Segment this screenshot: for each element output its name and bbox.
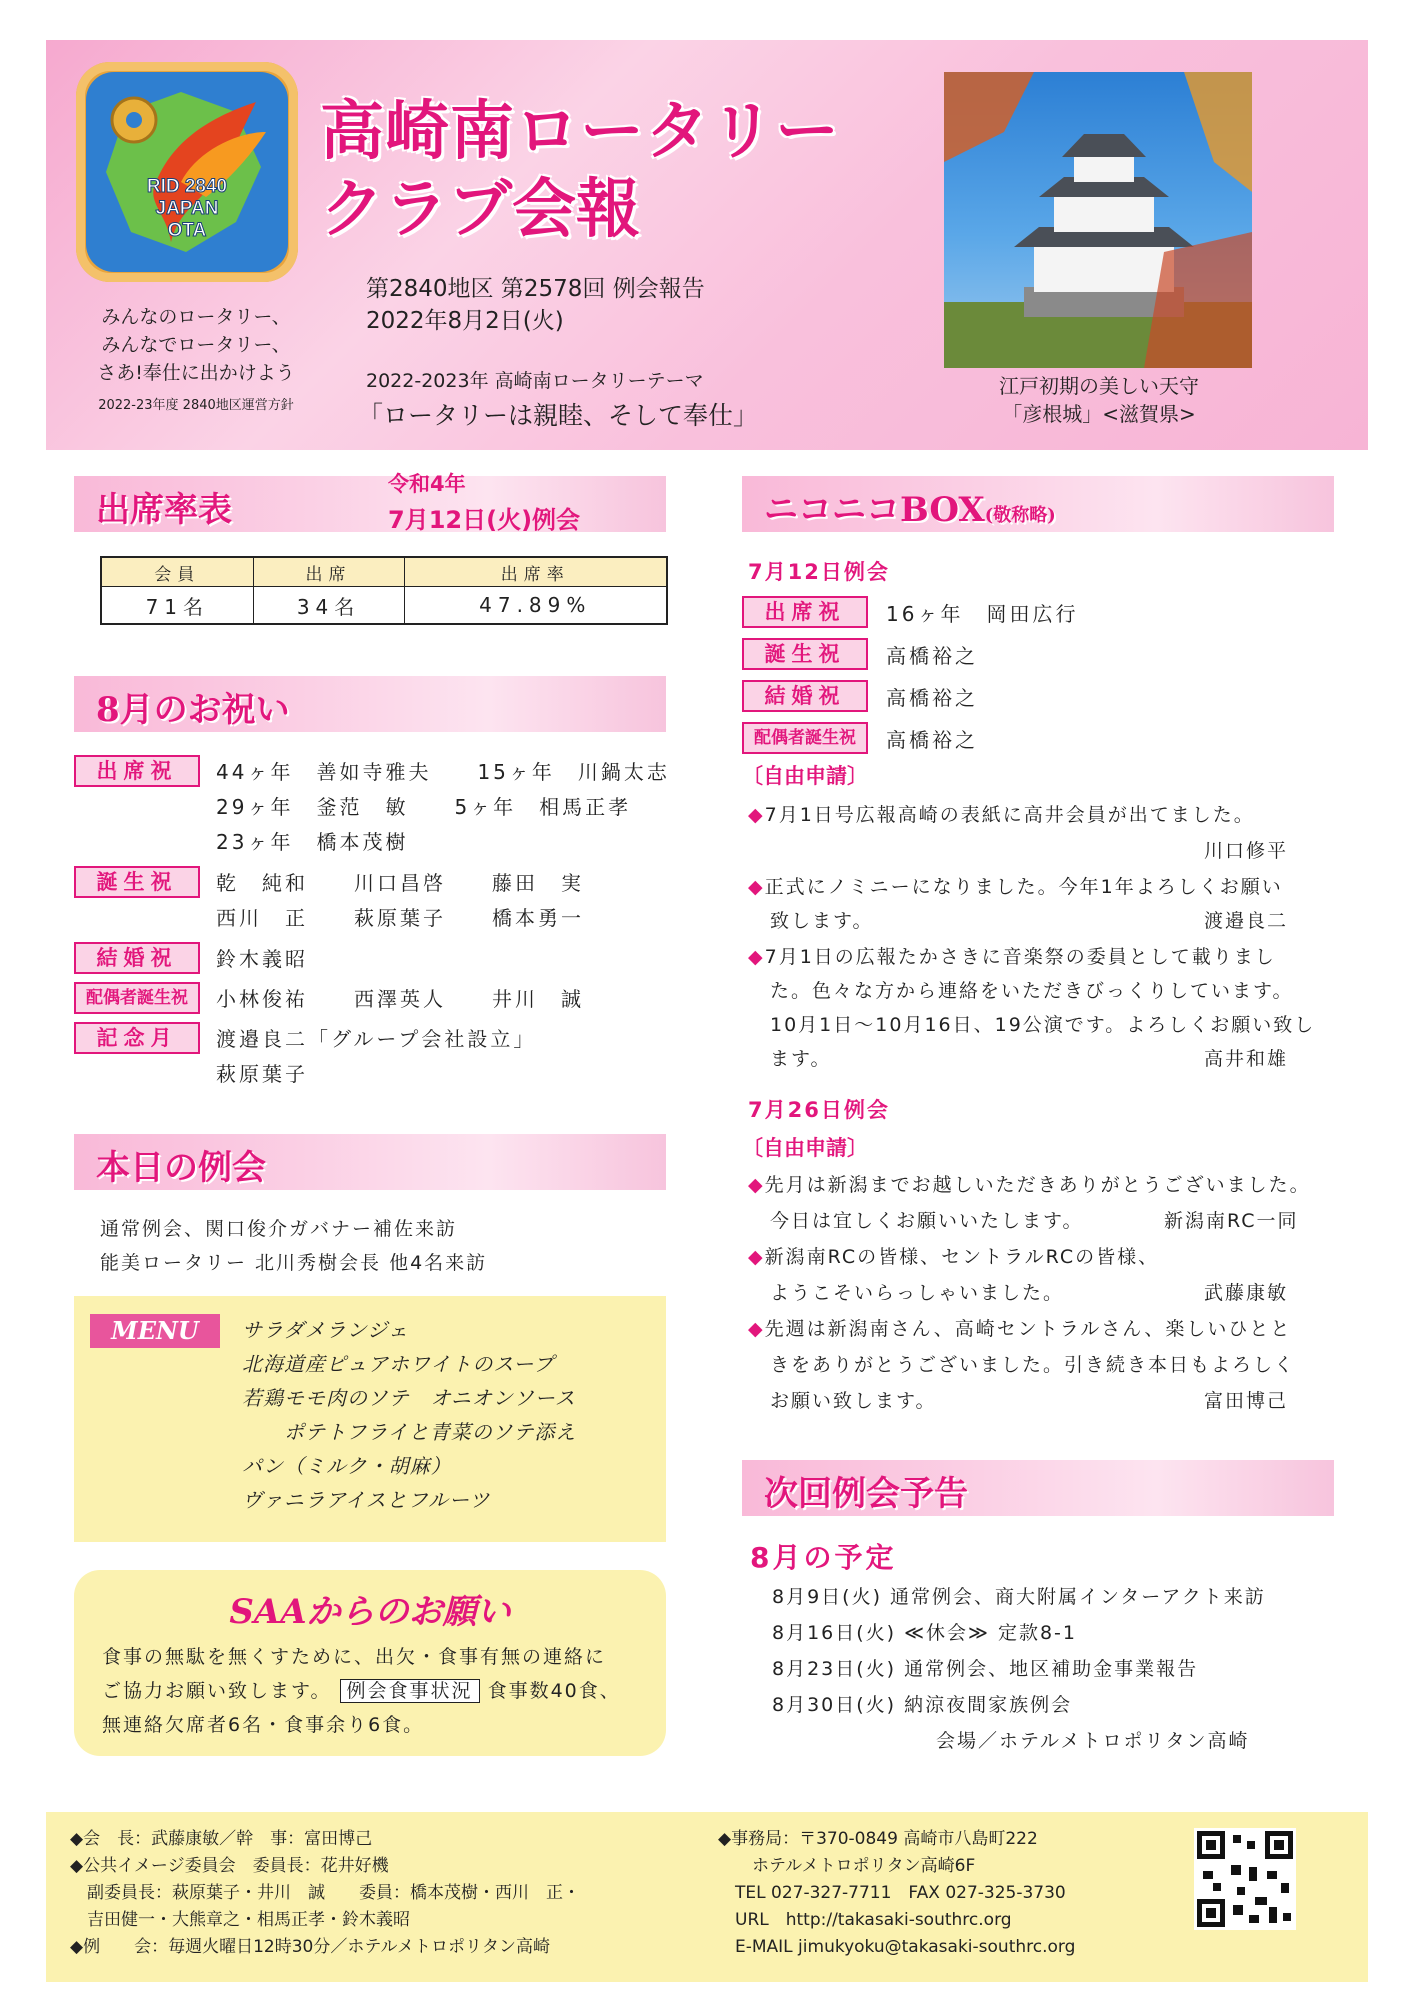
- meeting-0712-label: 7月12日例会: [748, 560, 890, 584]
- today-line-1: 通常例会、関口俊介ガバナー補佐来訪: [100, 1218, 458, 1240]
- today-section-header: [74, 1134, 666, 1190]
- august-schedule-title: 8月の予定: [750, 1541, 897, 1574]
- list-item: 29ヶ年 釜范 敏 5ヶ年 相馬正孝: [216, 795, 632, 819]
- list-item: 致します。: [770, 910, 874, 932]
- masthead: [46, 40, 1368, 450]
- club-logo: [76, 62, 298, 282]
- schedule-item: 8月23日(火) 通常例会、地区補助金事業報告: [772, 1658, 1199, 1680]
- table-row: [101, 587, 667, 625]
- footer-right-4: URL http://takasaki-southrc.org: [718, 1910, 1012, 1930]
- newsletter-title: 高崎南ロータリー: [320, 95, 840, 169]
- report-date: 2022年8月2日(火): [366, 308, 564, 334]
- theme-label: 2022-2023年 高崎南ロータリーテーマ: [366, 370, 704, 392]
- attendance-rate: 47.89%: [404, 587, 667, 625]
- attendance-title: 出席率表: [96, 490, 232, 530]
- menu-box: [74, 1296, 666, 1542]
- celebrations-title: 8月のお祝い: [96, 690, 290, 730]
- schedule-item: 8月9日(火) 通常例会、商大附属インターアクト来訪: [772, 1586, 1266, 1608]
- list-item: 西川 正 萩原葉子 橋本勇一: [216, 906, 584, 930]
- slogan-line-1: みんなのロータリー、: [101, 306, 291, 328]
- meal-status-box: 例会食事状況: [340, 1679, 480, 1703]
- list-item: ようこそいらっしゃいました。: [770, 1282, 1065, 1304]
- list-item: 16ヶ年 岡田広行: [886, 602, 1079, 626]
- slogan-note: 2022-23年度 2840地区運営方針: [98, 398, 294, 413]
- label-birthday: 誕生祝: [74, 866, 200, 898]
- list-item: ◆7月1日の広報たかさきに音楽祭の委員として載りまし: [748, 946, 1276, 968]
- header-members: 会員: [101, 557, 253, 587]
- phoenix-logo-icon: [86, 72, 288, 272]
- footer-right-5: E-MAIL jimukyoku@takasaki-southrc.org: [718, 1937, 1076, 1957]
- menu-item: 若鶏モモ肉のソテ オニオンソース: [242, 1386, 576, 1410]
- list-item-name: 富田博己: [1204, 1390, 1289, 1412]
- slogan-line-3: さあ!奉仕に出かけよう: [97, 362, 295, 384]
- list-item: 高橋裕之: [886, 644, 978, 668]
- list-item: 23ヶ年 橋本茂樹: [216, 830, 409, 854]
- list-item-name: 渡邉良二: [1204, 910, 1289, 932]
- next-meeting-title: 次回例会予告: [764, 1474, 968, 1514]
- photo-caption-2: 「彦根城」<滋賀県>: [1002, 402, 1196, 426]
- list-item: た。色々な方から連絡をいただきびっくりしています。: [770, 980, 1294, 1002]
- list-item: 44ヶ年 善如寺雅夫 15ヶ年 川鍋太志: [216, 760, 670, 784]
- nikoniko-label-birthday: 誕生祝: [742, 638, 868, 670]
- attendance-count: 34名: [253, 587, 404, 625]
- list-item: ます。: [770, 1048, 832, 1070]
- schedule-item: 8月16日(火) ≪休会≫ 定款8-1: [772, 1622, 1077, 1644]
- logo-text-2: JAPAN: [155, 198, 219, 219]
- label-wedding: 結婚祝: [74, 942, 200, 974]
- list-item: 高橋裕之: [886, 686, 978, 710]
- footer-left-1: ◆会 長：武藤康敏／幹 事：富田博己: [70, 1829, 373, 1849]
- menu-item: パン（ミルク・胡麻）: [242, 1454, 452, 1478]
- header-rate: 出席率: [404, 557, 667, 587]
- menu-item: 北海道産ピュアホワイトのスープ: [242, 1352, 555, 1376]
- menu-item: サラダメランジェ: [242, 1318, 409, 1342]
- logo-text-3: OTA: [167, 220, 207, 241]
- theme-text: 「ロータリーは親睦、そして奉仕」: [358, 401, 759, 430]
- today-title: 本日の例会: [96, 1148, 266, 1188]
- footer-right-3: TEL 027-327-7711 FAX 027-325-3730: [718, 1883, 1066, 1903]
- list-item-name: 川口修平: [1204, 840, 1289, 862]
- list-item: 10月1日〜10月16日、19公演です。よろしくお願い致し: [770, 1014, 1316, 1036]
- list-item: 乾 純和 川口昌啓 藤田 実: [216, 871, 584, 895]
- footer-right-2: ホテルメトロポリタン高崎6F: [718, 1856, 976, 1876]
- saa-line-2: ご協力お願い致します。 例会食事状況 食事数40食、: [102, 1680, 621, 1702]
- footer-left-5: ◆例 会：毎週火曜日12時30分／ホテルメトロポリタン高崎: [70, 1937, 550, 1957]
- meeting-0726-label: 7月26日例会: [748, 1098, 890, 1122]
- list-item-name: 新潟南RC一同: [1164, 1210, 1299, 1232]
- header-attendance: 出席: [253, 557, 404, 587]
- nikoniko-section-header: [742, 476, 1334, 532]
- footer-left-4: 吉田健一・大熊章之・相馬正孝・鈴木義昭: [70, 1910, 410, 1930]
- menu-item: ヴァニラアイスとフルーツ: [242, 1488, 491, 1512]
- today-line-2: 能美ロータリー 北川秀樹会長 他4名来訪: [100, 1252, 488, 1274]
- castle-photo: [944, 72, 1252, 368]
- schedule-venue: 会場／ホテルメトロポリタン高崎: [936, 1730, 1250, 1752]
- list-item: ◆新潟南RCの皆様、セントラルRCの皆様、: [748, 1246, 1160, 1268]
- nikoniko-label-spouse: 配偶者誕生祝: [742, 722, 868, 754]
- footer-right-1: ◆事務局：〒370-0849 高崎市八島町222: [718, 1829, 1038, 1849]
- attendance-table: [100, 556, 668, 625]
- menu-item: ポテトフライと青菜のソテ添え: [284, 1420, 577, 1444]
- list-item: きをありがとうございました。引き続き本日もよろしく: [770, 1354, 1296, 1376]
- celebrations-section-header: [74, 676, 666, 732]
- list-item: ◆7月1日号広報高崎の表紙に高井会員が出てました。: [748, 804, 1255, 826]
- list-item: 萩原葉子: [216, 1062, 308, 1086]
- list-item: ◆先週は新潟南さん、高崎セントラルさん、楽しいひとと: [748, 1318, 1292, 1340]
- newsletter-title-line2: クラブ会報: [320, 173, 640, 247]
- saa-box: [74, 1570, 666, 1756]
- label-attendance-celebration: 出席祝: [74, 755, 200, 787]
- schedule-item: 8月30日(火) 納涼夜間家族例会: [772, 1694, 1073, 1716]
- list-item-name: 武藤康敏: [1204, 1282, 1289, 1304]
- menu-tag: MENU: [90, 1314, 220, 1348]
- footer: [46, 1812, 1368, 1982]
- footer-left-3: 副委員長：萩原葉子・井川 誠 委員：橋本茂樹・西川 正・: [70, 1883, 580, 1903]
- list-item: 鈴木義昭: [216, 947, 308, 971]
- list-item: 今日は宜しくお願いいたします。: [770, 1210, 1084, 1232]
- list-item: ◆先月は新潟までお越しいただきありがとうございました。: [748, 1174, 1311, 1196]
- next-meeting-section-header: [742, 1460, 1334, 1516]
- free-application-label-1: 〔自由申請〕: [742, 764, 868, 788]
- district-line: 第2840地区 第2578回 例会報告: [366, 276, 705, 302]
- nikoniko-label-attendance: 出席祝: [742, 596, 868, 628]
- label-spouse-birthday: 配偶者誕生祝: [74, 982, 200, 1014]
- footer-left-2: ◆公共イメージ委員会 委員長：花井好機: [70, 1856, 389, 1876]
- castle-icon: [944, 72, 1252, 368]
- list-item: 高橋裕之: [886, 728, 978, 752]
- qr-code-icon[interactable]: [1194, 1828, 1296, 1930]
- saa-line-3: 無連絡欠席者6名・食事余り6食。: [102, 1714, 425, 1736]
- list-item: 渡邉良二「グループ会社設立」: [216, 1027, 537, 1051]
- nikoniko-label-wedding: 結婚祝: [742, 680, 868, 712]
- logo-text-1: RID 2840: [146, 176, 228, 197]
- label-anniversary: 記念月: [74, 1022, 200, 1054]
- slogan-line-2: みんなでロータリー、: [101, 334, 291, 356]
- saa-line-1: 食事の無駄を無くすために、出欠・食事有無の連絡に: [102, 1646, 607, 1668]
- list-item: ◆正式にノミニーになりました。今年1年よろしくお願い: [748, 876, 1283, 898]
- nikoniko-title: ニコニコBOX(敬称略): [764, 490, 1056, 530]
- list-item-name: 高井和雄: [1204, 1048, 1289, 1070]
- list-item: お願い致します。: [770, 1390, 937, 1412]
- photo-caption-1: 江戸初期の美しい天守: [999, 374, 1199, 398]
- attendance-year: 令和4年: [388, 472, 466, 496]
- members-count: 71名: [101, 587, 253, 625]
- table-header-row: [101, 557, 667, 587]
- free-application-label-2: 〔自由申請〕: [742, 1136, 868, 1160]
- list-item: 小林俊祐 西澤英人 井川 誠: [216, 987, 584, 1011]
- saa-title: SAAからのお願い: [229, 1592, 511, 1632]
- attendance-date: 7月12日(火)例会: [388, 506, 581, 534]
